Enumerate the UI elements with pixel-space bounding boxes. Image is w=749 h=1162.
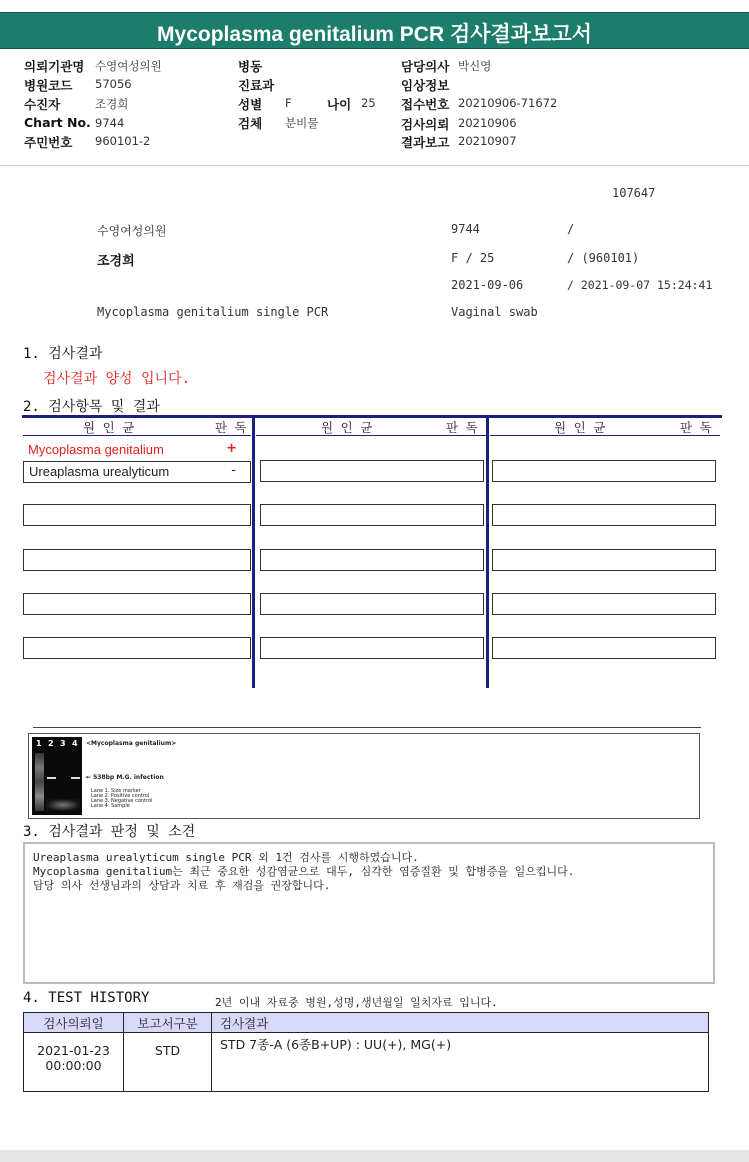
info-hospital: 수영여성의원 — [97, 224, 167, 238]
table-header-row — [24, 1013, 709, 1033]
column-header-2 — [256, 417, 488, 436]
value-chart-no: 9744 — [95, 116, 125, 130]
value-hospital: 수영여성의원 — [95, 59, 162, 73]
label-hospital: 의뢰기관명 — [24, 59, 85, 74]
gel-legend-item: Lane 2. Positive control — [91, 793, 150, 799]
col3-organism-header: 원 인 균 — [554, 420, 606, 435]
col3-result-header: 판 독 — [680, 420, 712, 435]
report-title: Mycoplasma genitalium PCR 검사결과보고서 — [157, 23, 592, 46]
label-department: 진료과 — [238, 78, 275, 93]
value-resident-no: 960101-2 — [95, 134, 151, 148]
label-chart-no: Chart No. — [24, 115, 91, 130]
value-sex: F — [285, 96, 292, 110]
label-request-date: 검사의뢰 — [401, 117, 450, 132]
lane-number: 4 — [72, 739, 78, 748]
info-sex-age: F / 25 — [451, 251, 495, 265]
primer-dimer — [46, 799, 80, 811]
value-hospital-code: 57056 — [95, 77, 132, 91]
organism-result: - — [231, 463, 236, 478]
report-id: 107647 — [612, 186, 656, 200]
info-date-request: 2021-09-06 — [451, 278, 524, 292]
column-divider — [486, 418, 489, 688]
info-specimen: Vaginal swab — [451, 305, 538, 319]
report-title-bar — [0, 12, 749, 49]
info-chart: 9744 — [451, 222, 480, 236]
gel-heading: <Mycoplasma genitalium> — [86, 740, 177, 747]
history-note: 2년 이내 자료중 병원,성명,생년월일 일치자료 입니다. — [215, 996, 498, 1009]
empty-result-row — [492, 593, 716, 615]
empty-result-row — [260, 549, 484, 571]
value-doctor: 박신영 — [458, 59, 492, 73]
col-report-type: 보고서구분 — [124, 1013, 212, 1033]
lane-number: 1 — [36, 739, 42, 748]
value-receipt-no: 20210906-71672 — [458, 96, 558, 110]
section1-title: 1. 검사결과 — [23, 346, 103, 362]
label-clinical-info: 임상정보 — [401, 78, 450, 93]
label-report-date: 결과보고 — [401, 135, 450, 150]
history-date-cell — [24, 1033, 124, 1092]
value-specimen: 분비물 — [285, 116, 319, 130]
table-row — [24, 1033, 709, 1092]
col2-result-header: 판 독 — [446, 420, 478, 435]
history-result: STD 7종-A (6종B+UP) : UU(+), MG(+) — [220, 1037, 452, 1052]
col1-result-header: 판 독 — [215, 420, 247, 435]
label-age: 나이 — [327, 97, 352, 112]
gel-photo — [32, 737, 82, 815]
gel-band-label: ← 538bp M.G. infection — [86, 774, 164, 781]
empty-result-row — [23, 504, 251, 526]
section3-title: 3. 검사결과 판정 및 소견 — [23, 824, 196, 840]
value-request-date: 20210906 — [458, 116, 517, 130]
history-result-cell — [212, 1033, 709, 1092]
value-report-date: 20210907 — [458, 134, 517, 148]
label-sex: 성별 — [238, 97, 263, 112]
organism-name: Mycoplasma genitalium — [28, 442, 164, 457]
empty-result-row — [260, 504, 484, 526]
positive-band — [47, 777, 56, 779]
col-test-result: 검사결과 — [212, 1013, 709, 1033]
gel-legend-item: Lane 4. Sample — [91, 803, 130, 809]
footer-band — [0, 1150, 749, 1162]
empty-result-row — [260, 637, 484, 659]
test-history-table — [23, 1012, 709, 1092]
value-patient: 조경희 — [95, 97, 129, 111]
organism-row — [23, 461, 251, 483]
label-specimen: 검체 — [238, 116, 263, 131]
header-divider — [0, 165, 749, 166]
comment-line: Ureaplasma urealyticum single PCR 외 1건 검사를 시행하였습니다. — [33, 851, 419, 864]
col1-organism-header: 원 인 균 — [83, 420, 135, 435]
organism-result: + — [226, 441, 237, 456]
empty-result-row — [23, 593, 251, 615]
info-slash: / — [567, 222, 575, 236]
empty-result-row — [492, 637, 716, 659]
label-patient: 수진자 — [24, 97, 61, 112]
organism-row-positive — [23, 440, 251, 460]
label-hospital-code: 병원코드 — [24, 78, 73, 93]
history-type: STD — [154, 1043, 181, 1058]
value-age: 25 — [361, 96, 376, 110]
info-birth: / (960101) — [567, 251, 640, 265]
info-date-report: / 2021-09-07 15:24:41 — [567, 278, 713, 292]
label-doctor: 담당의사 — [401, 59, 450, 74]
column-header-3 — [490, 417, 720, 436]
comment-line: 담당 의사 선생님과의 상담과 치료 후 재검을 권장합니다. — [33, 879, 331, 892]
col-request-date: 검사의뢰일 — [24, 1013, 124, 1033]
info-test-name: Mycoplasma genitalium single PCR — [97, 305, 329, 319]
comment-line: Mycoplasma genitalium는 최근 중요한 성감염균으로 대두, 심각한 염증질환 및 합병증을 일으킵니다. — [33, 865, 575, 878]
empty-result-row — [492, 504, 716, 526]
result-positive-text: 검사결과 양성 입니다. — [43, 371, 191, 387]
history-type-cell — [124, 1033, 212, 1092]
empty-result-row — [492, 460, 716, 482]
marker-lane — [35, 753, 44, 811]
empty-result-row — [23, 637, 251, 659]
gel-top-rule — [33, 727, 701, 728]
column-header-1 — [23, 417, 251, 436]
empty-result-row — [492, 549, 716, 571]
section4-title: 4. TEST HISTORY — [23, 990, 150, 1006]
info-patient: 조경희 — [97, 254, 135, 269]
history-time: 00:00:00 — [45, 1058, 102, 1073]
gel-legend-item: Lane 1. Size marker — [91, 788, 141, 794]
col2-organism-header: 원 인 균 — [321, 420, 373, 435]
label-ward: 병동 — [238, 59, 263, 74]
comment-box — [23, 842, 715, 984]
sample-band — [71, 777, 80, 779]
empty-result-row — [260, 460, 484, 482]
lane-number: 2 — [48, 739, 54, 748]
empty-result-row — [23, 549, 251, 571]
lane-number: 3 — [60, 739, 66, 748]
organism-name: Ureaplasma urealyticum — [29, 464, 170, 479]
label-receipt-no: 접수번호 — [401, 97, 450, 112]
label-resident-no: 주민번호 — [24, 135, 73, 150]
gel-legend-item: Lane 3. Negative control — [91, 798, 153, 804]
gel-electrophoresis-image — [28, 733, 700, 819]
history-date: 2021-01-23 — [37, 1043, 110, 1058]
column-divider — [252, 418, 255, 688]
empty-result-row — [260, 593, 484, 615]
section2-title: 2. 검사항목 및 결과 — [23, 399, 160, 415]
